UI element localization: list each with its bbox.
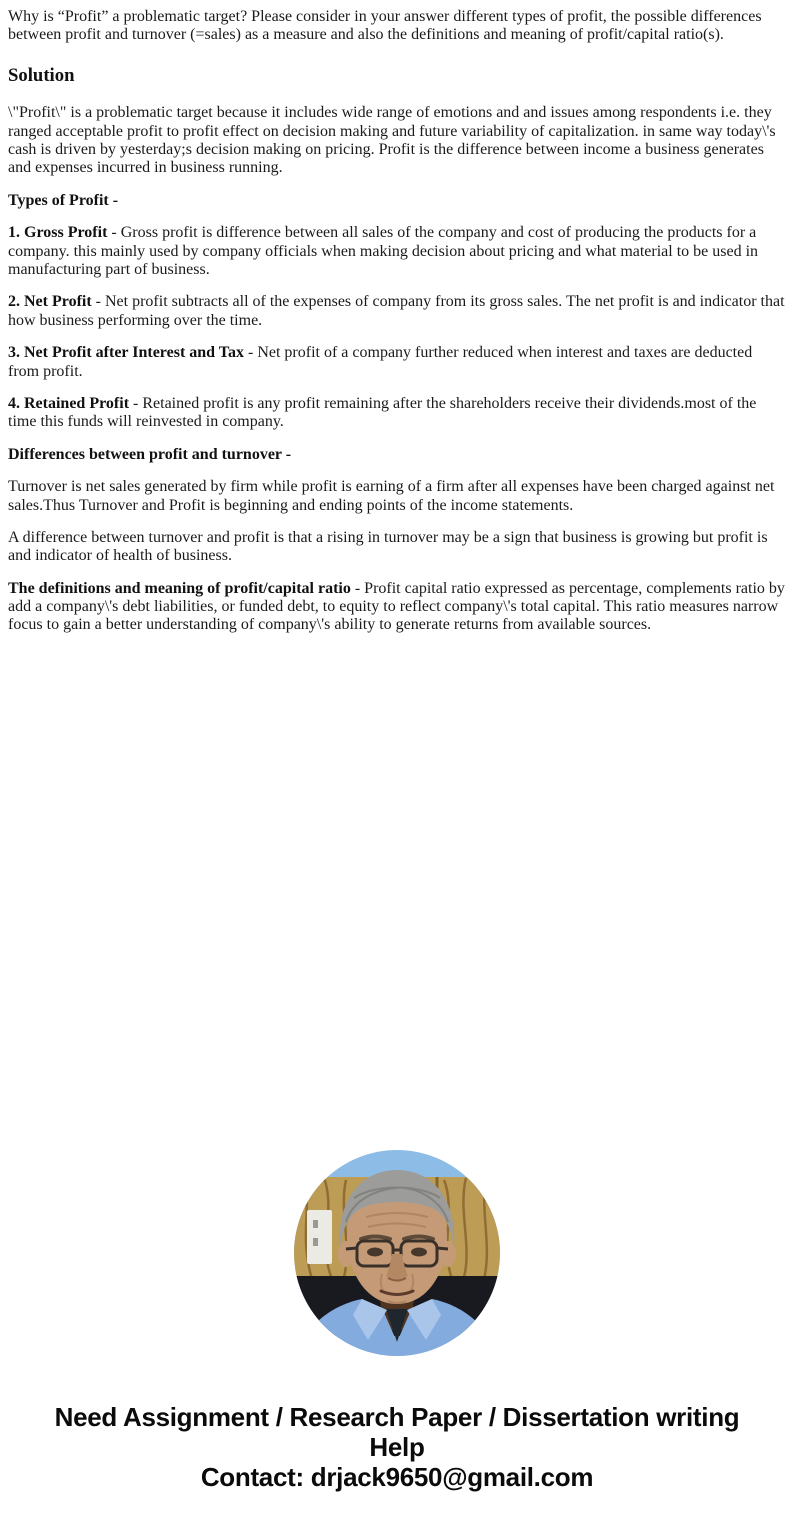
profit-type-gross xyxy=(8,224,786,279)
differences-heading xyxy=(8,446,786,464)
profit-type-net-after-tax xyxy=(8,344,786,381)
avatar-eye-left xyxy=(367,1247,383,1256)
author-portrait-photo-icon xyxy=(294,1150,500,1356)
footer-help-title: Need Assignment / Research Paper / Dissertation writing Help xyxy=(54,1401,740,1462)
avatar-switch-panel xyxy=(307,1210,332,1264)
differences-paragraph-1: Turnover is net sales generated by firm while profit is earning of a firm after all expenses have been charged against net sales.Thus Turnover and Profit is beginning and ending points of the income statements. xyxy=(8,478,775,514)
profit-type-retained-label: 4. Retained Profit xyxy=(8,394,130,412)
profit-type-gross-text: - Gross profit is difference between all sales of the company and cost of producing the products for a company. this mainly used by company officials when making decision about pricing and what material to be used in manufacturing part of business. xyxy=(8,224,759,279)
solution-intro-paragraph: \"Profit\" is a problematic target because it includes wide range of emotions and and issues among respondents i.e. they ranged acceptable profit to profit effect on decision making and future variability of capitalization. in same way today\'s cash is driven by yesterday;s decision making on pricing. Profit is the difference between income a business generates and expenses incurred in business running. xyxy=(8,104,776,177)
footer-contact-email: Contact: drjack9650@gmail.com xyxy=(200,1461,594,1492)
profit-type-net-after-tax-label: 3. Net Profit after Interest and Tax xyxy=(8,344,244,362)
avatar-switch-dot-1 xyxy=(313,1220,318,1228)
avatar-eye-right xyxy=(411,1247,427,1256)
types-of-profit-heading-label: Types of Profit - xyxy=(8,191,119,209)
author-avatar xyxy=(294,1150,500,1356)
profit-type-gross-label: 1. Gross Profit xyxy=(8,224,108,242)
ratio-definition-text: - Profit capital ratio expressed as percentage, complements ratio by add a company\'s debt liabilities, or funded debt, to equity to reflect company\'s total capital. This ratio measures narrow focus to gain a better understanding of company\'s ability to generate returns from available sources. xyxy=(8,579,785,634)
profit-type-net-text: - Net profit subtracts all of the expenses of company from its gross sales. The net profit is and indicator that how business performing over the time. xyxy=(8,293,785,329)
profit-type-net xyxy=(8,293,786,330)
differences-paragraph-2: A difference between turnover and profit is that a rising in turnover may be a sign that business is growing but profit is and indicator of health of business. xyxy=(8,528,768,565)
profit-type-net-label: 2. Net Profit xyxy=(8,293,92,311)
ratio-definition-label: The definitions and meaning of profit/capital ratio xyxy=(8,579,351,597)
profit-type-retained xyxy=(8,395,786,432)
profit-type-retained-text: - Retained profit is any profit remaining after the shareholders receive their dividends.most of the time this funds will reinvested in company. xyxy=(8,394,757,431)
profit-type-net-after-tax-text: - Net profit of a company further reduced when interest and taxes are deducted from profit. xyxy=(8,344,753,380)
ratio-definition-paragraph xyxy=(8,580,786,635)
avatar-switch-dot-2 xyxy=(313,1238,318,1246)
question-text: Why is “Profit” a problematic target? Please consider in your answer different types of profit, the possible differences between profit and turnover (=sales) as a measure and also the definitions and meaning of profit/capital ratio(s). xyxy=(8,8,762,44)
differences-heading-label: Differences between profit and turnover - xyxy=(8,445,292,463)
solution-heading: Solution xyxy=(8,64,75,86)
types-of-profit-heading xyxy=(8,192,786,210)
footer-banner xyxy=(47,1402,747,1492)
